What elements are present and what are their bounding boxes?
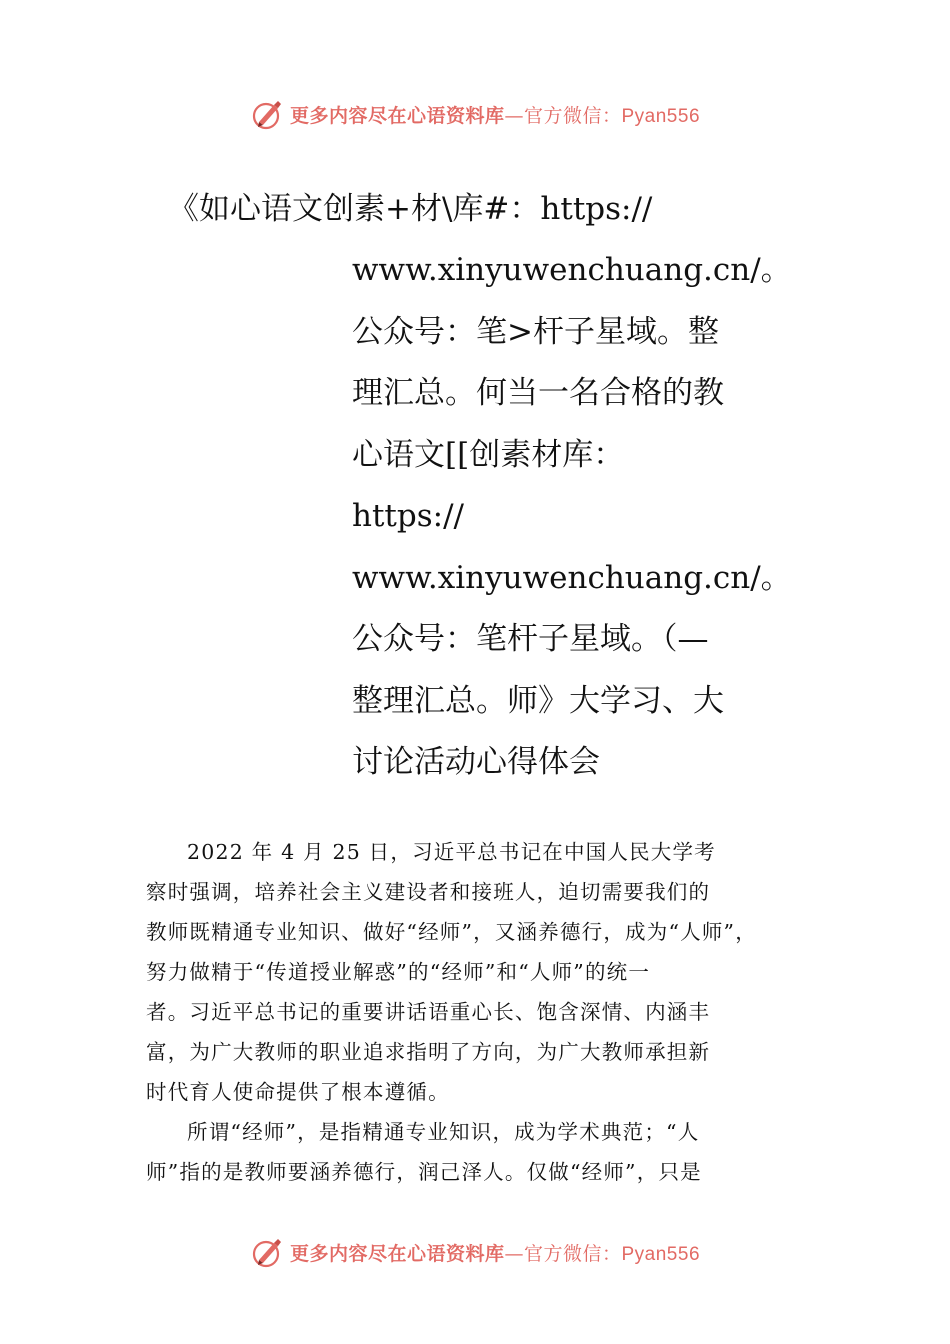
text-line: 者。习近平总书记的重要讲话语重心长、饱含深情、内涵丰 bbox=[146, 1000, 711, 1024]
banner-dash: — bbox=[504, 104, 524, 127]
text-line: 2022 年 4 月 25 日，习近平总书记在中国人民大学考 bbox=[187, 840, 716, 864]
text-line: 所谓“经师”，是指精通专业知识，成为学术典范；“人 bbox=[187, 1120, 700, 1144]
banner-wechat-id: Pyan556 bbox=[621, 105, 701, 127]
banner-main-text: 更多内容尽在心语资料库 bbox=[289, 104, 505, 127]
text-line: 富，为广大教师的职业追求指明了方向，为广大教师承担新 bbox=[146, 1040, 711, 1064]
title-line: 心语文[[创素材库： bbox=[352, 436, 625, 473]
title-line: 讨论活动心得体会 bbox=[352, 744, 600, 780]
header-banner bbox=[0, 94, 950, 134]
text-line: 时代育人使命提供了根本遵循。 bbox=[146, 1080, 450, 1104]
title-line: www.xinyuwenchuang.cn/。 bbox=[352, 559, 792, 596]
banner-wechat-id: Pyan556 bbox=[621, 1243, 701, 1265]
pen-logo-icon bbox=[250, 96, 286, 132]
text-line: 察时强调，培养社会主义建设者和接班人，迫切需要我们的 bbox=[146, 880, 711, 904]
text-line: 努力做精于“传道授业解惑”的“经师”和“人师”的统一 bbox=[146, 960, 651, 984]
body-text bbox=[146, 832, 804, 1192]
title-first-line: 《如心语文创素+材\库#：https:// bbox=[168, 191, 653, 227]
banner-text bbox=[290, 101, 700, 128]
title-line: 公众号：笔>杆子星域。整 bbox=[352, 313, 719, 350]
title-line: www.xinyuwenchuang.cn/。 bbox=[352, 252, 792, 288]
title-line: https:// bbox=[352, 498, 464, 534]
title-block bbox=[352, 240, 792, 794]
footer-banner bbox=[0, 1232, 950, 1272]
title-line: 公众号：笔杆子星域。（— bbox=[352, 621, 709, 657]
pen-logo-icon bbox=[250, 1234, 286, 1270]
text-line: 教师既精通专业知识、做好“经师”，又涵养德行，成为“人师”， bbox=[146, 920, 757, 944]
banner-dash: — bbox=[504, 1242, 524, 1265]
paragraph-1 bbox=[146, 832, 804, 1112]
banner-main-text: 更多内容尽在心语资料库 bbox=[289, 1242, 505, 1265]
banner-text bbox=[290, 1239, 700, 1266]
title-line: 理汇总。何当一名合格的教 bbox=[352, 375, 724, 411]
banner-wechat-label: 官方微信： bbox=[523, 104, 622, 127]
banner-wechat-label: 官方微信： bbox=[523, 1242, 622, 1265]
text-line: 师”指的是教师要涵养德行，润己泽人。仅做“经师”，只是 bbox=[146, 1160, 702, 1184]
title-line: 整理汇总。师》大学习、大 bbox=[352, 682, 724, 719]
paragraph-2 bbox=[146, 1112, 804, 1192]
